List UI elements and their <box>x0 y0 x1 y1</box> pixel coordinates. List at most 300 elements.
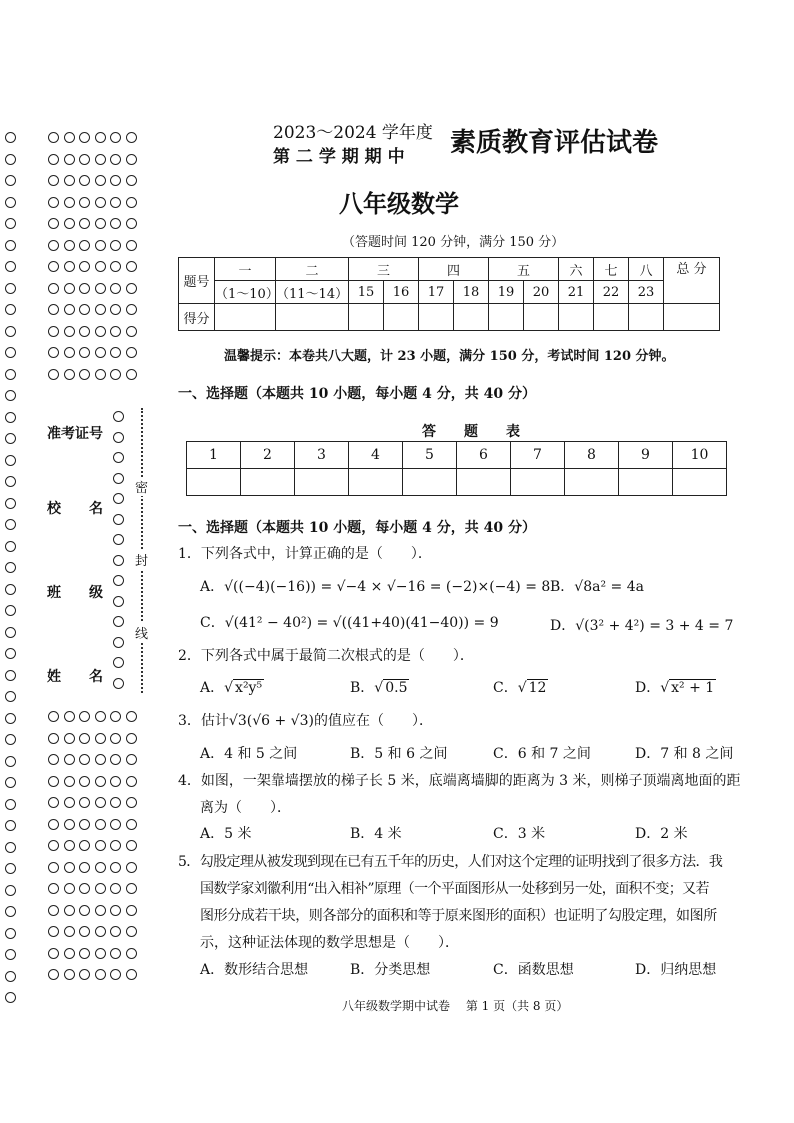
margin-bubble <box>64 883 75 894</box>
margin-bubble <box>5 347 16 358</box>
q3-option-a: A．4 和 5 之间 <box>200 746 298 762</box>
margin-bubble <box>113 637 124 648</box>
margin-bubble <box>64 240 75 251</box>
q5-option-a: A．数形结合思想 <box>200 962 309 978</box>
margin-bubble <box>5 842 16 853</box>
score-cell[interactable] <box>276 304 349 331</box>
margin-bubble <box>126 283 137 294</box>
margin-bubble <box>79 711 90 722</box>
margin-bubble <box>5 218 16 229</box>
margin-bubble <box>5 863 16 874</box>
margin-bubble <box>110 883 121 894</box>
margin-bubble <box>5 476 16 487</box>
answer-number: 6 <box>457 442 511 469</box>
school-label: 校 名 <box>47 501 103 517</box>
margin-bubble <box>113 473 124 484</box>
margin-bubble <box>79 862 90 873</box>
margin-bubble <box>5 756 16 767</box>
q4-option-d: D．2 米 <box>635 826 688 842</box>
margin-bubble <box>95 776 106 787</box>
margin-bubble <box>79 283 90 294</box>
margin-bubble <box>126 733 137 744</box>
section1-heading: 一、选择题（本题共 10 小题，每小题 4 分，共 40 分） <box>178 386 536 402</box>
margin-bubble <box>5 885 16 896</box>
margin-bubble <box>113 678 124 689</box>
margin-bubble <box>126 840 137 851</box>
tip: 温馨提示：本卷共八大题，计 23 小题，满分 150 分，考试时间 120 分钟。 <box>224 349 675 364</box>
margin-bubble <box>64 862 75 873</box>
score-group-8: 八 <box>629 258 664 281</box>
margin-bubble <box>110 754 121 765</box>
margin-bubble <box>5 691 16 702</box>
margin-bubble <box>48 347 59 358</box>
margin-bubble <box>5 304 16 315</box>
margin-bubble <box>110 711 121 722</box>
score-cell[interactable] <box>489 304 524 331</box>
margin-bubble <box>64 840 75 851</box>
exam-id-label: 准考证号 <box>47 426 103 442</box>
margin-bubble <box>64 948 75 959</box>
margin-bubble <box>126 754 137 765</box>
answer-number: 5 <box>403 442 457 469</box>
margin-bubble <box>64 197 75 208</box>
score-cell[interactable] <box>559 304 594 331</box>
margin-bubble <box>48 754 59 765</box>
score-sub: 17 <box>419 281 454 304</box>
margin-bubble <box>126 347 137 358</box>
margin-bubble <box>79 883 90 894</box>
margin-bubble <box>5 648 16 659</box>
score-sub: （1～10） <box>215 281 276 304</box>
margin-bubble <box>113 432 124 443</box>
margin-bubble <box>48 840 59 851</box>
score-cell[interactable] <box>664 304 720 331</box>
margin-bubble <box>48 261 59 272</box>
margin-bubble <box>48 819 59 830</box>
margin-bubble <box>5 154 16 165</box>
q1-option-b: B．√8a² = 4a <box>550 579 644 595</box>
q5-line1: 5．勾股定理从被发现到现在已有五千年的历史，人们对这个定理的证明找到了很多方法．我 <box>178 854 723 870</box>
q5-option-d: D．归纳思想 <box>635 962 717 978</box>
margin-bubble <box>126 175 137 186</box>
q3-option-d: D．7 和 8 之间 <box>635 746 734 762</box>
margin-bubble <box>126 197 137 208</box>
q1-c-expr: √(41² − 40²) = √((41+40)(41−40)) = 9 <box>224 615 499 631</box>
margin-bubble <box>48 304 59 315</box>
margin-bubble <box>48 240 59 251</box>
margin-bubble <box>64 369 75 380</box>
margin-bubble <box>48 218 59 229</box>
margin-bubble <box>64 926 75 937</box>
margin-bubble <box>110 326 121 337</box>
margin-bubble <box>79 926 90 937</box>
q1-option-c: C．√(41² − 40²) = √((41+40)(41−40)) = 9 <box>200 615 499 631</box>
margin-bubble <box>126 948 137 959</box>
margin-bubble <box>95 218 106 229</box>
margin-bubble <box>64 754 75 765</box>
score-sub: 21 <box>559 281 594 304</box>
q2-option-a: A．√ x²y⁵ <box>200 680 263 696</box>
answer-cell[interactable] <box>241 469 295 496</box>
margin-bubble <box>64 905 75 916</box>
margin-bubble <box>64 776 75 787</box>
margin-bubble <box>110 905 121 916</box>
margin-bubble <box>5 562 16 573</box>
margin-bubble <box>126 969 137 980</box>
margin-bubble <box>5 390 16 401</box>
margin-bubble <box>113 493 124 504</box>
answer-cell[interactable] <box>673 469 727 496</box>
margin-bubble <box>5 820 16 831</box>
q5-line3: 图形分成若干块，则各部分的面积和等于原来图形的面积）也证明了勾股定理，如图所 <box>200 908 717 924</box>
margin-bubble <box>64 797 75 808</box>
seal-char-mi: 密 <box>135 477 148 496</box>
margin-bubble <box>126 883 137 894</box>
margin-bubble <box>5 605 16 616</box>
margin-bubble <box>95 969 106 980</box>
q3-option-b: B．5 和 6 之间 <box>350 746 448 762</box>
q4-stem-line1: 4．如图，一架靠墙摆放的梯子长 5 米，底端离墙脚的距离为 3 米，则梯子顶端离地面的距 <box>178 773 741 789</box>
margin-bubble <box>95 905 106 916</box>
seal-char-xian: 线 <box>135 623 148 642</box>
score-sub: 22 <box>594 281 629 304</box>
margin-bubble <box>79 776 90 787</box>
score-cell[interactable] <box>594 304 629 331</box>
margin-bubble <box>126 218 137 229</box>
answer-table <box>186 441 727 496</box>
margin-bubble <box>5 971 16 982</box>
margin-bubble <box>48 283 59 294</box>
margin-bubble <box>110 862 121 873</box>
margin-bubble <box>48 197 59 208</box>
margin-bubble <box>110 948 121 959</box>
q1-option-d: D．√(3² + 4²) = 3 + 4 = 7 <box>550 618 734 634</box>
margin-bubble <box>110 819 121 830</box>
margin-bubble <box>64 969 75 980</box>
answer-number: 2 <box>241 442 295 469</box>
score-group-7: 七 <box>594 258 629 281</box>
q3-stem: 3．估计√3(√6 + √3)的值应在（ ）． <box>178 713 433 729</box>
margin-bubble <box>126 711 137 722</box>
answer-number: 1 <box>187 442 241 469</box>
score-cell[interactable] <box>349 304 384 331</box>
margin-bubble <box>110 347 121 358</box>
margin-bubble <box>79 840 90 851</box>
margin-bubble <box>5 777 16 788</box>
answer-number: 10 <box>673 442 727 469</box>
margin-bubble <box>5 713 16 724</box>
q1-b-expr: √8a² = 4a <box>574 579 644 595</box>
score-cell[interactable] <box>215 304 276 331</box>
margin-bubble <box>5 433 16 444</box>
margin-bubble <box>79 819 90 830</box>
margin-bubble <box>110 261 121 272</box>
margin-bubble <box>48 175 59 186</box>
score-cell[interactable] <box>384 304 419 331</box>
margin-bubble <box>64 154 75 165</box>
q2-option-b: B．√ 0.5 <box>350 680 408 696</box>
margin-bubble <box>79 218 90 229</box>
margin-bubble <box>110 132 121 143</box>
margin-bubble <box>95 819 106 830</box>
margin-bubble <box>48 132 59 143</box>
q2-stem: 2．下列各式中属于最简二次根式的是（ ）． <box>178 648 474 664</box>
margin-bubble <box>113 596 124 607</box>
header-term: 第 二 学 期 期 中 <box>273 147 405 167</box>
margin-bubble <box>79 948 90 959</box>
score-cell[interactable] <box>454 304 489 331</box>
margin-bubble <box>79 240 90 251</box>
q2-option-d: D．√ x² + 1 <box>635 680 715 696</box>
margin-bubble <box>113 575 124 586</box>
margin-bubble <box>48 733 59 744</box>
score-group-6: 六 <box>559 258 594 281</box>
margin-bubble <box>95 132 106 143</box>
header-year: 2023～2024 学年度 <box>273 123 433 143</box>
answer-cell[interactable] <box>403 469 457 496</box>
subject-title: 八年级数学 <box>339 189 459 218</box>
margin-bubble <box>5 132 16 143</box>
margin-bubble <box>126 154 137 165</box>
margin-bubble <box>5 197 16 208</box>
margin-bubble <box>64 283 75 294</box>
margin-bubble <box>48 862 59 873</box>
margin-bubble <box>126 240 137 251</box>
margin-bubble <box>5 455 16 466</box>
margin-bubble <box>95 733 106 744</box>
margin-bubble <box>79 369 90 380</box>
answer-cell[interactable] <box>295 469 349 496</box>
answer-table-caption: 答 题 表 <box>422 424 520 440</box>
margin-bubble <box>5 498 16 509</box>
margin-bubble <box>113 616 124 627</box>
margin-bubble <box>5 369 16 380</box>
margin-bubble <box>64 711 75 722</box>
margin-bubble <box>48 948 59 959</box>
answer-cell[interactable] <box>187 469 241 496</box>
score-row-label: 得分 <box>179 304 215 331</box>
q2-option-c: C．√ 12 <box>493 680 547 696</box>
margin-bubble <box>64 819 75 830</box>
margin-bubble <box>79 797 90 808</box>
margin-bubble <box>79 969 90 980</box>
margin-bubble <box>48 905 59 916</box>
score-sub: 16 <box>384 281 419 304</box>
margin-bubble <box>110 369 121 380</box>
score-sub: 20 <box>524 281 559 304</box>
margin-bubble <box>126 776 137 787</box>
score-group-2: 二 <box>276 258 349 281</box>
margin-bubble <box>64 326 75 337</box>
margin-bubble <box>64 261 75 272</box>
margin-bubble <box>5 283 16 294</box>
score-group-1: 一 <box>215 258 276 281</box>
name-label: 姓 名 <box>47 669 103 685</box>
answer-number: 9 <box>619 442 673 469</box>
margin-bubble <box>79 175 90 186</box>
q1-stem: 1．下列各式中，计算正确的是（ ）． <box>178 546 432 562</box>
margin-bubble <box>126 304 137 315</box>
margin-bubble <box>113 411 124 422</box>
margin-bubble <box>95 711 106 722</box>
margin-bubble <box>5 799 16 810</box>
margin-bubble <box>79 261 90 272</box>
margin-bubble <box>48 969 59 980</box>
header-title: 素质教育评估试卷 <box>450 128 659 158</box>
margin-bubble <box>110 218 121 229</box>
margin-bubble <box>110 175 121 186</box>
q5-line2: 国数学家刘徽利用“出入相补”原理（一个平面图形从一处移到另一处，面积不变；又若 <box>200 881 709 897</box>
margin-bubble <box>95 261 106 272</box>
margin-bubble <box>95 304 106 315</box>
margin-bubble <box>95 283 106 294</box>
q4-option-a: A．5 米 <box>200 826 252 842</box>
margin-bubble <box>79 733 90 744</box>
answer-cell[interactable] <box>349 469 403 496</box>
margin-bubble <box>79 326 90 337</box>
margin-bubble <box>5 326 16 337</box>
margin-bubble <box>5 584 16 595</box>
margin-bubble <box>48 711 59 722</box>
margin-bubble <box>126 326 137 337</box>
q4-stem-line2: 离为（ ）． <box>200 800 291 816</box>
answer-cell[interactable] <box>619 469 673 496</box>
margin-bubble <box>5 992 16 1003</box>
answer-number: 8 <box>565 442 619 469</box>
margin-bubble <box>95 326 106 337</box>
margin-bubble <box>95 175 106 186</box>
score-total: 总 分 <box>664 258 720 304</box>
score-group-4: 四 <box>419 258 489 281</box>
score-cell[interactable] <box>524 304 559 331</box>
margin-bubble <box>110 969 121 980</box>
margin-bubble <box>95 154 106 165</box>
answer-cell[interactable] <box>565 469 619 496</box>
q3-option-c: C．6 和 7 之间 <box>493 746 591 762</box>
margin-bubble <box>79 154 90 165</box>
class-label: 班 级 <box>47 585 103 601</box>
score-sub: 19 <box>489 281 524 304</box>
margin-bubble <box>5 627 16 638</box>
q1-d-expr: √(3² + 4²) = 3 + 4 = 7 <box>575 618 734 634</box>
margin-bubble <box>79 132 90 143</box>
time-note: （答题时间 120 分钟，满分 150 分） <box>342 235 565 250</box>
margin-bubble <box>95 754 106 765</box>
q1-option-a: A．√((−4)(−16)) = √−4 × √−16 = (−2)×(−4) = 8 <box>200 579 551 595</box>
score-sub: 23 <box>629 281 664 304</box>
score-cell[interactable] <box>419 304 454 331</box>
score-sub: 18 <box>454 281 489 304</box>
margin-bubble <box>110 304 121 315</box>
score-sub: （11～14） <box>276 281 349 304</box>
answer-number: 7 <box>511 442 565 469</box>
margin-bubble <box>110 283 121 294</box>
margin-bubble <box>48 369 59 380</box>
margin-bubble <box>5 240 16 251</box>
margin-bubble <box>95 369 106 380</box>
margin-bubble <box>5 949 16 960</box>
margin-bubble <box>110 776 121 787</box>
margin-bubble <box>79 754 90 765</box>
margin-bubble <box>5 261 16 272</box>
margin-bubble <box>48 326 59 337</box>
margin-bubble <box>48 154 59 165</box>
answer-cell[interactable] <box>457 469 511 496</box>
margin-bubble <box>64 733 75 744</box>
margin-bubble <box>113 452 124 463</box>
margin-bubble <box>48 776 59 787</box>
margin-bubble <box>64 304 75 315</box>
margin-bubble <box>5 175 16 186</box>
seal-char-feng: 封 <box>135 550 148 569</box>
margin-bubble <box>48 883 59 894</box>
margin-bubble <box>5 928 16 939</box>
margin-bubble <box>5 541 16 552</box>
margin-bubble <box>64 175 75 186</box>
score-sub: 15 <box>349 281 384 304</box>
margin-bubble <box>79 347 90 358</box>
q5-option-c: C．函数思想 <box>493 962 574 978</box>
answer-number: 3 <box>295 442 349 469</box>
margin-bubble <box>110 240 121 251</box>
margin-bubble <box>95 840 106 851</box>
margin-bubble <box>5 906 16 917</box>
margin-bubble <box>110 797 121 808</box>
margin-bubble <box>126 905 137 916</box>
margin-bubble <box>95 883 106 894</box>
margin-bubble <box>113 534 124 545</box>
margin-bubble <box>79 197 90 208</box>
answer-cell[interactable] <box>511 469 565 496</box>
margin-bubble <box>48 797 59 808</box>
page-footer: 八年级数学期中试卷 第 1 页（共 8 页） <box>342 999 569 1013</box>
margin-bubble <box>64 347 75 358</box>
margin-bubble <box>126 819 137 830</box>
margin-bubble <box>126 797 137 808</box>
margin-bubble <box>5 519 16 530</box>
margin-bubble <box>113 657 124 668</box>
score-cell[interactable] <box>629 304 664 331</box>
score-group-3: 三 <box>349 258 419 281</box>
score-table <box>178 257 720 331</box>
margin-bubble <box>48 926 59 937</box>
margin-bubble <box>95 797 106 808</box>
margin-bubble <box>95 347 106 358</box>
margin-bubble <box>113 514 124 525</box>
margin-bubble <box>110 926 121 937</box>
margin-bubble <box>126 926 137 937</box>
margin-bubble <box>64 218 75 229</box>
score-row-label: 题号 <box>179 258 215 304</box>
margin-bubble <box>95 197 106 208</box>
margin-bubble <box>110 840 121 851</box>
margin-bubble <box>79 304 90 315</box>
q4-option-c: C．3 米 <box>493 826 546 842</box>
score-group-5: 五 <box>489 258 559 281</box>
margin-bubble <box>126 862 137 873</box>
margin-bubble <box>5 734 16 745</box>
margin-bubble <box>113 555 124 566</box>
margin-bubble <box>110 733 121 744</box>
margin-bubble <box>5 412 16 423</box>
margin-bubble <box>79 905 90 916</box>
margin-bubble <box>126 261 137 272</box>
margin-bubble <box>126 369 137 380</box>
margin-bubble <box>126 132 137 143</box>
margin-bubble <box>95 948 106 959</box>
q5-option-b: B．分类思想 <box>350 962 431 978</box>
margin-bubble <box>64 132 75 143</box>
